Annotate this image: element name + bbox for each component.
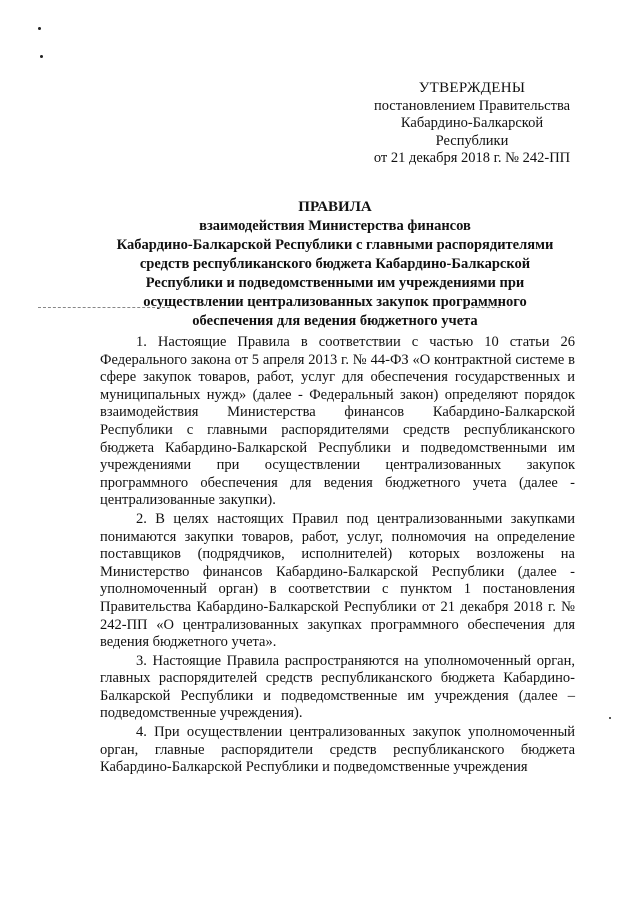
title-line: Республики и подведомственными им учреждениями при xyxy=(145,275,525,291)
title-line: обеспечения для ведения бюджетного учета xyxy=(192,313,478,329)
title-line: Кабардино-Балкарской Республики с главными распорядителями xyxy=(116,237,554,253)
scan-speck xyxy=(38,27,41,30)
paragraph: 3. Настоящие Правила распространяются на уполномоченный орган, главных распорядителей средств республиканского бюджета Кабардино-Балкарской Республики и подведомственные им учреждения (далее – подведомственные учреждения). xyxy=(100,652,575,722)
approval-heading: УТВЕРЖДЕНЫ xyxy=(418,80,526,96)
paragraph: 1. Настоящие Правила в соответствии с частью 10 статьи 26 Федерального закона от 5 апреля 2013 г. № 44-ФЗ «О контрактной системе в сфере закупок товаров, работ, услуг для обеспечения государственных и муниципальных нужд» (далее - Федеральный закон) определяют порядок взаимодействия Министерства финансов Кабардино-Балкарской Республики с главными распорядителями средств республиканского бюджета Кабардино-Балкарской Республики и подведомственными им учреждениями при осуществлении централизованных закупок программного обеспечения для ведения бюджетного учета (далее - централизованные закупки). xyxy=(100,334,575,509)
paragraph: 2. В целях настоящих Правил под централизованными закупками понимаются закупки товаров, работ, услуг, полномочия на определение поставщиков (подрядчиков, исполнителей) которых возложены на Министерство финансов Кабардино-Балкарской Республики (далее - уполномоченный орган) в соответствии с пунктом 1 постановления Правительства Кабардино-Балкарской Республики от 21 декабря 2018 г. № 242-ПП «О централизованных закупках программного обеспечения для ведения бюджетного учета». xyxy=(100,510,575,651)
document-body xyxy=(100,334,575,778)
scan-speck xyxy=(40,55,43,58)
title-main: ПРАВИЛА xyxy=(298,199,372,215)
document-title xyxy=(80,198,590,331)
approval-line: постановлением Правительства xyxy=(373,97,571,114)
approval-line: Кабардино-Балкарской xyxy=(400,115,544,131)
approval-stamp-block xyxy=(352,80,592,168)
scan-speck xyxy=(609,717,611,719)
separator-rule xyxy=(38,307,170,308)
paragraph: 4. При осуществлении централизованных закупок уполномоченный орган, главные распорядители средств республиканского бюджета Кабардино-Балкарской Республики и подведомственные учреждения xyxy=(100,724,575,776)
approval-line: Республики xyxy=(435,132,509,149)
title-line: средств республиканского бюджета Кабардино-Балкарской xyxy=(139,256,531,272)
approval-date-line: от 21 декабря 2018 г. № 242-ПП xyxy=(373,150,571,166)
title-line: взаимодействия Министерства финансов xyxy=(199,218,471,234)
title-line: осуществлении централизованных закупок программного xyxy=(143,294,527,310)
separator-rule xyxy=(466,307,500,308)
